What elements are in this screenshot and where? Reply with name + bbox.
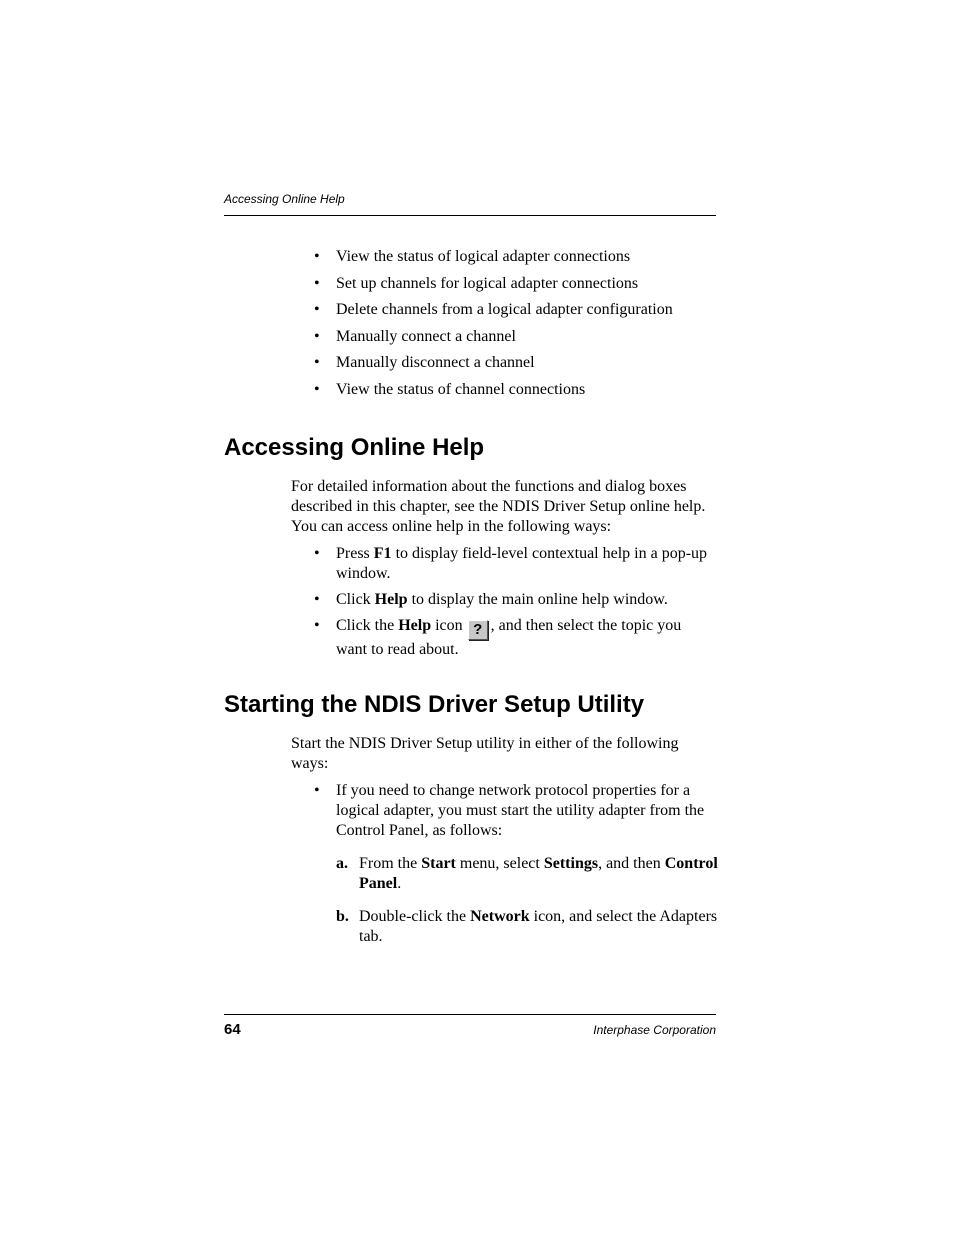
bullet-glyph: • <box>314 301 320 319</box>
setup-utility-list <box>314 781 716 841</box>
help-button-label: Help <box>374 591 408 608</box>
list-item <box>314 353 716 373</box>
text-run: icon <box>431 617 463 634</box>
step-label: a. <box>336 855 348 872</box>
text-run: Double-click the <box>359 908 471 925</box>
list-item-text: Manually connect a channel <box>336 327 516 345</box>
step-item-a <box>336 854 739 894</box>
bullet-glyph: • <box>314 248 320 265</box>
bullet-glyph: • <box>314 591 320 608</box>
key-f1: F1 <box>373 545 392 562</box>
list-item-text: Delete channels from a logical adapter configuration <box>336 301 673 319</box>
bullet-glyph: • <box>314 617 320 634</box>
step-item-b <box>336 907 739 947</box>
question-mark-icon: ? <box>468 620 488 640</box>
list-item-text: Manually disconnect a channel <box>336 354 535 372</box>
bullet-glyph: • <box>314 545 320 562</box>
footer-rule <box>224 1014 716 1015</box>
text-run: icon, and select the Adapters tab. <box>359 908 718 945</box>
settings-option-label: Settings <box>543 855 599 872</box>
running-header: Accessing Online Help <box>224 192 345 206</box>
text-run: Press <box>336 545 374 562</box>
section-heading-online-help: Accessing Online Help <box>224 434 485 461</box>
text-run: , and then select the topic you want to read about. <box>336 617 682 658</box>
start-menu-label: Start <box>421 855 456 872</box>
step-label: b. <box>336 908 349 925</box>
header-rule <box>224 215 716 216</box>
online-help-list <box>314 544 716 666</box>
list-item <box>314 380 716 400</box>
text-run: to display field-level contextual help in a pop-up window. <box>336 545 708 582</box>
bullet-glyph: • <box>314 782 320 799</box>
text-run: From the <box>359 855 422 872</box>
page-number: 64 <box>224 1021 241 1038</box>
network-icon-label: Network <box>470 908 530 925</box>
control-panel-label: Control Panel <box>359 855 718 892</box>
bullet-glyph: • <box>314 327 320 345</box>
setup-utility-paragraph: Start the NDIS Driver Setup utility in either of the following ways: <box>291 735 679 772</box>
list-item-text: Set up channels for logical adapter connections <box>336 274 639 292</box>
text-run: Click the <box>336 617 399 634</box>
list-item-control-panel <box>314 781 716 841</box>
text-run: , and then <box>598 855 665 872</box>
bullet-glyph: • <box>314 380 320 398</box>
list-item-text: View the status of channel connections <box>336 380 586 398</box>
list-item-help-icon <box>314 616 716 660</box>
text-run: Click <box>336 591 375 608</box>
text-run: to display the main online help window. <box>407 591 668 608</box>
text-run: . <box>397 875 402 892</box>
text-run: menu, select <box>455 855 544 872</box>
bullet-glyph: • <box>314 354 320 372</box>
help-icon-label: Help <box>398 617 432 634</box>
online-help-paragraph: For detailed information about the functions and dialog boxes described in this chapter, see the NDIS Driver Setup online help. You can access online help in the following ways: <box>291 478 706 535</box>
list-item-press-f1 <box>314 544 716 584</box>
bullet-glyph: • <box>314 274 320 292</box>
list-item-click-help <box>314 590 716 610</box>
list-item-text: View the status of logical adapter connections <box>336 248 631 265</box>
section-heading-setup-utility: Starting the NDIS Driver Setup Utility <box>224 691 645 718</box>
list-item-text: If you need to change network protocol properties for a logical adapter, you must start the utility adapter from the Control Panel, as follows: <box>336 782 705 839</box>
footer-company: Interphase Corporation <box>593 1023 716 1037</box>
list-item <box>314 274 716 294</box>
intro-bullet-list <box>314 247 716 407</box>
list-item <box>314 327 716 347</box>
list-item <box>314 247 716 267</box>
list-item <box>314 300 716 320</box>
